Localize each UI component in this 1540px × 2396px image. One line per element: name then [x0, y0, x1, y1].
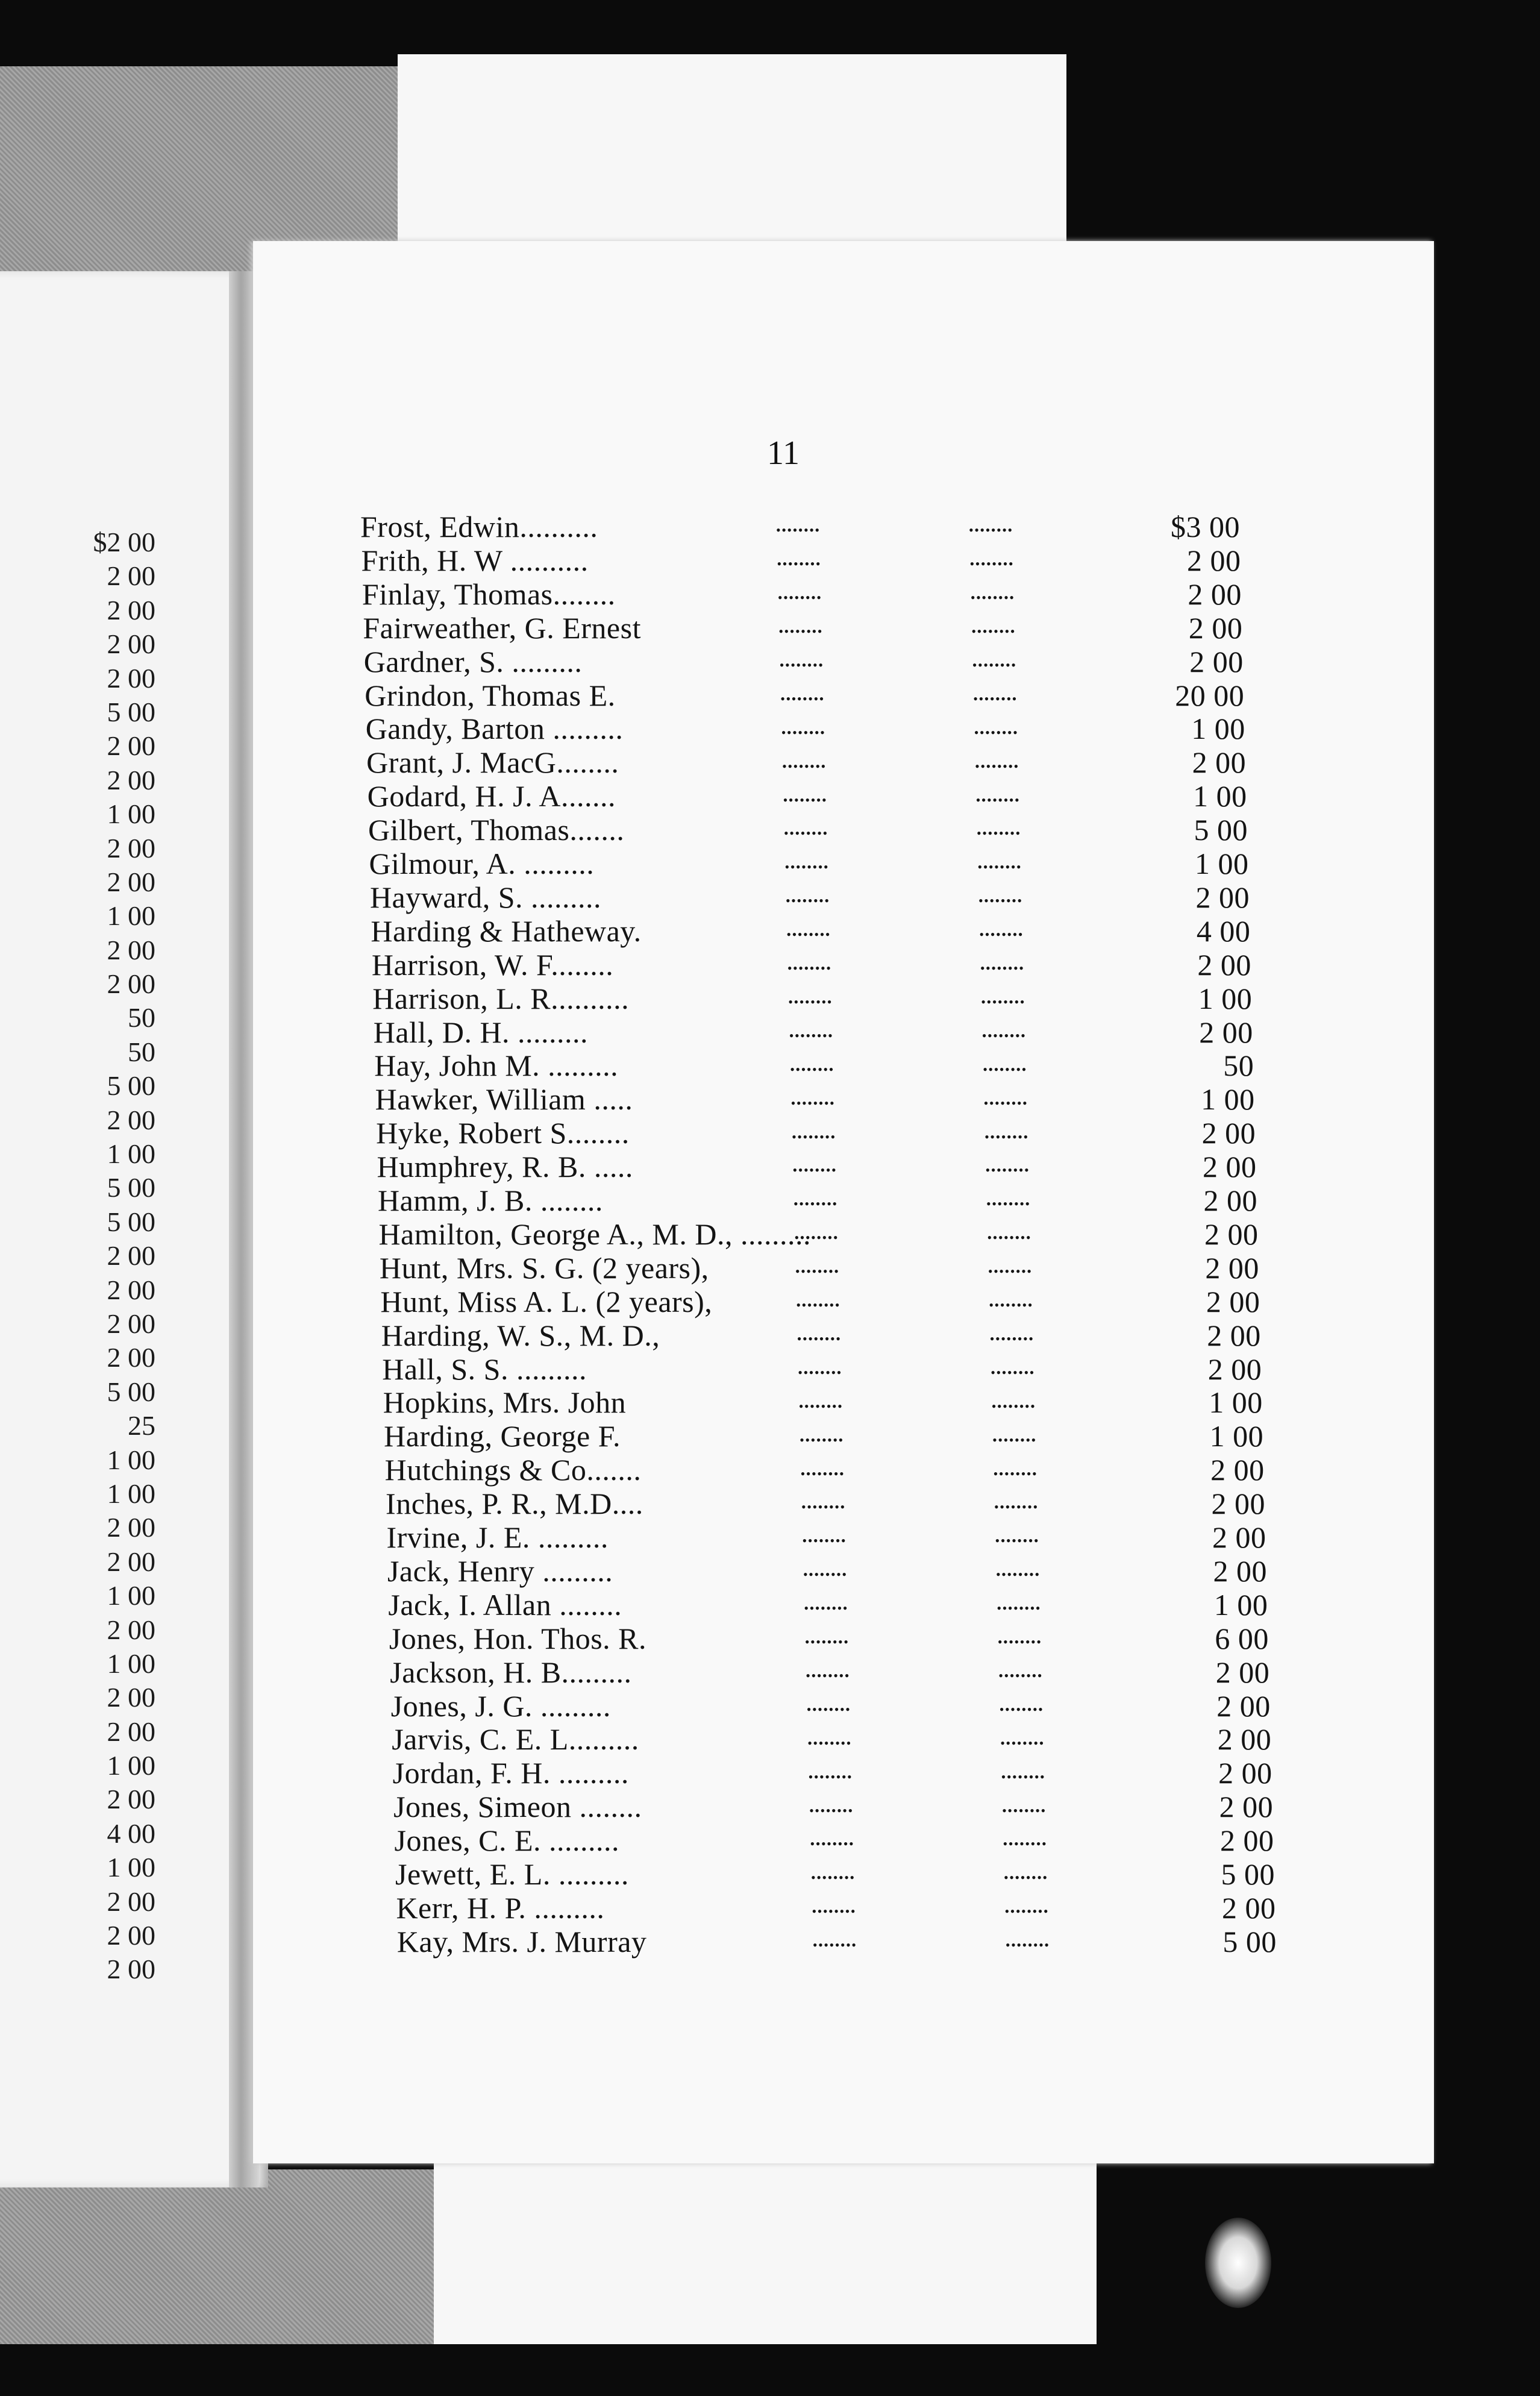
page-number: 11: [767, 434, 800, 472]
left-amount: 2 00: [107, 1308, 155, 1339]
dot-leader: [803, 1520, 893, 1554]
dot-leader: [996, 1554, 1098, 1587]
donor-row: [396, 1890, 1300, 1924]
donor-name: Jewett, E. L. .........: [395, 1857, 629, 1891]
donor-row: [376, 1115, 1280, 1149]
donor-row: [365, 678, 1268, 712]
donor-amount: 1 00: [1213, 1587, 1268, 1622]
donor-row: [368, 812, 1272, 846]
left-amount: 2 00: [107, 968, 155, 1000]
dot-leader: [992, 1419, 1095, 1452]
left-amount: 1 00: [107, 1444, 155, 1475]
donor-row: [380, 1250, 1283, 1284]
left-amount: 2 00: [107, 1784, 155, 1815]
donor-row: [371, 914, 1274, 947]
left-amount: 50: [128, 1036, 155, 1067]
donor-amount: 2 00: [1217, 1722, 1272, 1757]
left-amount: 2 00: [107, 1920, 155, 1951]
left-amount: 2 00: [107, 1716, 155, 1747]
left-amount: 50: [128, 1002, 155, 1033]
dot-leader: [998, 1655, 1101, 1689]
donor-row: [370, 880, 1274, 914]
left-amount: 5 00: [107, 1206, 155, 1237]
dot-leader: [994, 1452, 1096, 1486]
donor-name: Hamm, J. B. ........: [378, 1184, 603, 1217]
donor-row: [378, 1217, 1282, 1250]
dot-leader: [986, 1149, 1088, 1183]
donor-row: [395, 1857, 1299, 1890]
dot-leader: [982, 1015, 1085, 1049]
left-amount: 2 00: [107, 1104, 155, 1135]
dot-leader: [986, 1183, 1089, 1217]
donor-name: Hall, D. H. .........: [373, 1015, 589, 1049]
donor-amount: 4 00: [1196, 914, 1251, 948]
left-amount: 1 00: [107, 900, 155, 932]
donor-name: Harding, George F.: [384, 1419, 621, 1454]
donor-name: Hunt, Mrs. S. G. (2 years),: [379, 1250, 709, 1285]
dot-leader: [980, 947, 1083, 981]
dot-leader: [799, 1385, 889, 1419]
dot-leader: [994, 1486, 1097, 1520]
donor-amount: 6 00: [1215, 1621, 1269, 1655]
donor-row: [389, 1621, 1293, 1655]
dot-leader: [1000, 1689, 1102, 1722]
donor-name: Gandy, Barton .........: [365, 712, 624, 746]
left-amount: 2 00: [107, 1682, 155, 1713]
donor-amount: 2 00: [1215, 1655, 1270, 1689]
dot-leader: [793, 1149, 883, 1183]
dot-leader: [794, 1217, 884, 1250]
donor-amount: 1 00: [1209, 1419, 1264, 1454]
donor-name: Hutchings & Co.......: [384, 1453, 642, 1487]
left-amount: 1 00: [107, 1138, 155, 1170]
dot-leader: [984, 1115, 1087, 1149]
left-amount: 2 00: [107, 730, 155, 762]
dot-leader: [810, 1823, 901, 1857]
donor-amount: 2 00: [1199, 1015, 1253, 1049]
dot-leader: [780, 678, 871, 712]
dot-leader: [807, 1689, 897, 1722]
left-amount: 2 00: [107, 866, 155, 897]
donor-amount: 1 00: [1193, 779, 1247, 814]
donor-name: Harding, W. S., M. D.,: [381, 1318, 660, 1352]
dot-leader: [804, 1587, 894, 1621]
donor-name: Jack, Henry .........: [387, 1554, 613, 1588]
donor-amount: 2 00: [1201, 1116, 1256, 1150]
donor-row: [374, 1048, 1278, 1082]
donor-name: Frith, H. W ..........: [361, 543, 589, 577]
left-amount: 2 00: [107, 1886, 155, 1917]
dot-leader: [807, 1722, 898, 1755]
donor-amount: 2 00: [1219, 1790, 1274, 1824]
dot-leader: [1004, 1857, 1106, 1890]
left-amount: 2 00: [107, 832, 155, 864]
dot-leader: [1001, 1755, 1104, 1789]
donor-amount: 2 00: [1212, 1520, 1266, 1554]
dot-leader: [777, 543, 867, 577]
donor-amount: 2 00: [1213, 1554, 1267, 1588]
donor-name: Kay, Mrs. J. Murray: [396, 1924, 647, 1959]
donor-row: [361, 543, 1265, 577]
dot-leader: [783, 779, 874, 812]
donor-amount: 2 00: [1210, 1453, 1265, 1487]
donor-amount: 2 00: [1207, 1352, 1262, 1386]
dot-leader: [801, 1452, 891, 1486]
left-amount: 1 00: [107, 1478, 155, 1509]
donor-row: [369, 846, 1273, 880]
donor-amount: 1 00: [1195, 847, 1249, 880]
donor-amount: 2 00: [1197, 947, 1251, 982]
donor-amount: 1 00: [1201, 1082, 1255, 1117]
donor-amount: 1 00: [1209, 1385, 1263, 1420]
donor-name: Hyke, Robert S........: [376, 1116, 630, 1150]
dot-leader: [809, 1755, 899, 1789]
left-amount: 4 00: [107, 1817, 155, 1849]
dot-leader: [793, 1183, 884, 1217]
dot-leader: [791, 1082, 881, 1115]
left-amount: 5 00: [107, 1070, 155, 1102]
dot-leader: [998, 1621, 1100, 1655]
dot-leader: [973, 678, 1075, 712]
donor-amount: 2 00: [1220, 1824, 1274, 1858]
dot-leader: [987, 1217, 1089, 1250]
donor-name: Jarvis, C. E. L.........: [392, 1722, 639, 1757]
donor-row: [360, 509, 1264, 543]
dot-leader: [976, 779, 1078, 812]
donor-name: Hall, S. S. .........: [382, 1352, 587, 1386]
dot-leader: [795, 1250, 886, 1284]
donor-amount: 5 00: [1221, 1857, 1275, 1891]
left-amount: 2 00: [107, 1954, 155, 1985]
donor-row: [392, 1722, 1295, 1755]
donor-name: Gilbert, Thomas.......: [368, 813, 625, 847]
dot-leader: [991, 1352, 1093, 1385]
donor-row: [364, 644, 1268, 678]
left-amount: 2 00: [107, 1512, 155, 1543]
donor-name: Jones, J. G. .........: [390, 1689, 611, 1723]
left-amount: 1 00: [107, 1580, 155, 1611]
left-amount: 1 00: [107, 798, 155, 830]
dot-leader: [788, 981, 878, 1015]
donor-row: [372, 981, 1276, 1015]
dot-leader: [990, 1318, 1092, 1352]
dot-leader: [988, 1250, 1091, 1284]
dot-leader: [978, 846, 1080, 880]
donor-amount: 2 00: [1211, 1487, 1266, 1521]
donor-amount: 2 00: [1192, 745, 1247, 780]
donor-row: [387, 1554, 1291, 1587]
donor-name: Jordan, F. H. .........: [392, 1756, 629, 1790]
dot-leader: [784, 812, 874, 846]
donor-name: Jack, I. Allan ........: [388, 1587, 622, 1622]
donor-name: Gilmour, A. .........: [369, 847, 595, 880]
dot-leader: [803, 1554, 894, 1587]
left-amount: $2 00: [93, 527, 155, 557]
dot-leader: [979, 914, 1081, 947]
dot-leader: [789, 1015, 880, 1049]
left-amount: 5 00: [107, 1172, 155, 1203]
donor-row: [374, 1015, 1277, 1049]
left-amount: 25: [128, 1410, 155, 1441]
donor-row: [378, 1183, 1282, 1217]
dot-leader: [984, 1082, 1086, 1115]
dot-leader: [780, 644, 870, 678]
dot-leader: [811, 1857, 901, 1890]
dot-leader: [778, 577, 868, 610]
left-amount: 2 00: [107, 560, 155, 592]
left-amount: 1 00: [107, 1852, 155, 1883]
donor-name: Grant, J. MacG........: [366, 745, 619, 780]
donor-name: Jones, Hon. Thos. R.: [389, 1621, 647, 1655]
dot-leader: [782, 745, 872, 779]
left-amount: 2 00: [107, 594, 155, 626]
dot-leader: [995, 1520, 1098, 1554]
left-amount: 2 00: [107, 934, 155, 965]
donor-row: [380, 1284, 1284, 1318]
donor-name: Finlay, Thomas........: [362, 577, 616, 611]
donor-amount: $3 00: [1171, 510, 1240, 544]
donor-name: Godard, H. J. A.......: [367, 779, 616, 814]
dot-leader: [786, 914, 877, 947]
dot-leader: [806, 1655, 896, 1689]
left-amount: 1 00: [107, 1750, 155, 1781]
donor-amount: 2 00: [1218, 1756, 1272, 1790]
left-amount: 2 00: [107, 629, 155, 660]
left-amount: 2 00: [107, 1342, 155, 1373]
dot-leader: [972, 644, 1075, 678]
dot-leader: [796, 1284, 886, 1318]
donor-row: [363, 610, 1266, 644]
donor-name: Kerr, H. P. .........: [396, 1890, 605, 1925]
donor-row: [391, 1689, 1295, 1722]
donor-row: [381, 1318, 1285, 1352]
donor-amount: 2 00: [1195, 880, 1250, 914]
donor-name: Grindon, Thomas E.: [365, 678, 616, 712]
donor-amount: 2 00: [1205, 1250, 1259, 1285]
donor-row: [375, 1082, 1279, 1115]
dot-leader: [805, 1621, 895, 1655]
donor-row: [388, 1587, 1292, 1621]
dot-leader: [1006, 1924, 1108, 1958]
donor-row: [387, 1520, 1291, 1554]
donor-amount: 2 00: [1188, 577, 1242, 611]
dot-leader: [974, 711, 1077, 745]
donor-name: Hunt, Miss A. L. (2 years),: [380, 1284, 713, 1319]
donor-name: Jackson, H. B.........: [390, 1655, 632, 1689]
dot-leader: [809, 1789, 900, 1823]
dot-leader: [798, 1352, 888, 1385]
donor-amount: 2 00: [1221, 1890, 1276, 1925]
donor-name: Hopkins, Mrs. John: [383, 1385, 627, 1420]
dot-leader: [785, 846, 875, 880]
dot-leader: [797, 1318, 887, 1352]
donor-amount: 2 00: [1189, 644, 1244, 679]
dot-leader: [992, 1385, 1094, 1419]
donor-amount: 5 00: [1222, 1924, 1277, 1959]
dot-leader: [1004, 1890, 1107, 1924]
donor-name: Gardner, S. .........: [363, 644, 583, 679]
dot-leader: [977, 812, 1079, 846]
donor-amount: 2 00: [1204, 1217, 1259, 1251]
donor-amount: 2 00: [1188, 610, 1243, 645]
donor-amount: 1 00: [1191, 712, 1245, 746]
left-amount: 2 00: [107, 764, 155, 795]
donor-name: Jones, C. E. .........: [394, 1824, 620, 1858]
dot-leader: [801, 1486, 892, 1520]
dot-leader: [786, 880, 876, 914]
donor-name: Hayward, S. .........: [369, 880, 601, 914]
donor-name: Frost, Edwin..........: [360, 510, 598, 544]
donor-row: [366, 711, 1269, 745]
dot-leader: [1000, 1722, 1103, 1755]
donor-name: Inches, P. R., M.D....: [386, 1487, 643, 1521]
dot-leader: [776, 509, 866, 543]
donor-amount: 2 00: [1206, 1284, 1260, 1319]
left-amount: 2 00: [107, 1274, 155, 1305]
donor-row: [382, 1352, 1286, 1385]
dot-leader: [969, 543, 1072, 577]
donor-row: [395, 1823, 1298, 1857]
dot-leader: [971, 610, 1074, 644]
dot-leader: [983, 1048, 1085, 1082]
dot-leader: [975, 745, 1077, 779]
donor-row: [362, 577, 1266, 610]
donor-amount: 2 00: [1203, 1184, 1257, 1217]
dot-leader: [787, 947, 878, 981]
dot-leader: [978, 880, 1081, 914]
light-reflection-spot: [1205, 2218, 1271, 2308]
left-amount: 2 00: [107, 1546, 155, 1577]
dot-leader: [969, 509, 1071, 543]
left-amount: 5 00: [107, 1376, 155, 1407]
donor-name: Hawker, William .....: [375, 1082, 633, 1117]
dot-leader: [790, 1048, 880, 1082]
donor-row: [393, 1755, 1297, 1789]
left-amount: 2 00: [107, 1240, 155, 1272]
donor-amount: 20 00: [1175, 678, 1245, 712]
donor-name: Fairweather, G. Ernest: [363, 610, 641, 645]
donor-row: [386, 1486, 1289, 1520]
donor-amount: 50: [1223, 1049, 1254, 1083]
left-amount: 5 00: [107, 696, 155, 727]
donor-amount: 5 00: [1194, 813, 1248, 847]
left-amount: 2 00: [107, 662, 155, 694]
dot-leader: [812, 1890, 902, 1924]
dot-leader: [971, 577, 1073, 610]
donor-row: [393, 1789, 1297, 1823]
donor-row: [368, 779, 1271, 812]
dot-leader: [981, 981, 1083, 1015]
dot-leader: [997, 1587, 1099, 1621]
left-amount: 1 00: [107, 1648, 155, 1679]
donor-name: Harrison, W. F........: [371, 947, 614, 982]
dot-leader: [1003, 1823, 1106, 1857]
donor-name: Hay, John M. .........: [374, 1049, 619, 1083]
left-amount: 2 00: [107, 1614, 155, 1645]
donor-amount: 2 00: [1186, 543, 1241, 577]
donor-row: [383, 1385, 1287, 1419]
donor-row: [366, 745, 1270, 779]
donor-amount: 2 00: [1203, 1150, 1257, 1184]
donor-row: [384, 1419, 1288, 1452]
donor-row: [397, 1924, 1301, 1958]
donor-amount: 2 00: [1216, 1689, 1271, 1723]
dot-leader: [792, 1115, 882, 1149]
donor-name: Irvine, J. E. .........: [386, 1520, 609, 1554]
dot-leader: [1002, 1789, 1104, 1823]
donor-row: [377, 1149, 1281, 1183]
dot-leader: [778, 610, 869, 644]
donor-amount: 2 00: [1207, 1318, 1261, 1352]
donor-amount: 1 00: [1198, 981, 1253, 1015]
donor-name: Humphrey, R. B. .....: [377, 1150, 633, 1184]
donor-name: Hamilton, George A., M. D., .........: [378, 1217, 811, 1251]
donor-name: Jones, Simeon ........: [393, 1790, 642, 1824]
donor-row: [390, 1655, 1294, 1689]
dot-leader: [781, 711, 872, 745]
donor-name: Harding & Hatheway.: [371, 914, 642, 948]
donor-name: Harrison, L. R..........: [372, 981, 630, 1015]
dot-leader: [800, 1419, 890, 1452]
donor-row: [372, 947, 1276, 981]
dot-leader: [989, 1284, 1091, 1318]
donor-row: [385, 1452, 1289, 1486]
dot-leader: [813, 1924, 903, 1958]
